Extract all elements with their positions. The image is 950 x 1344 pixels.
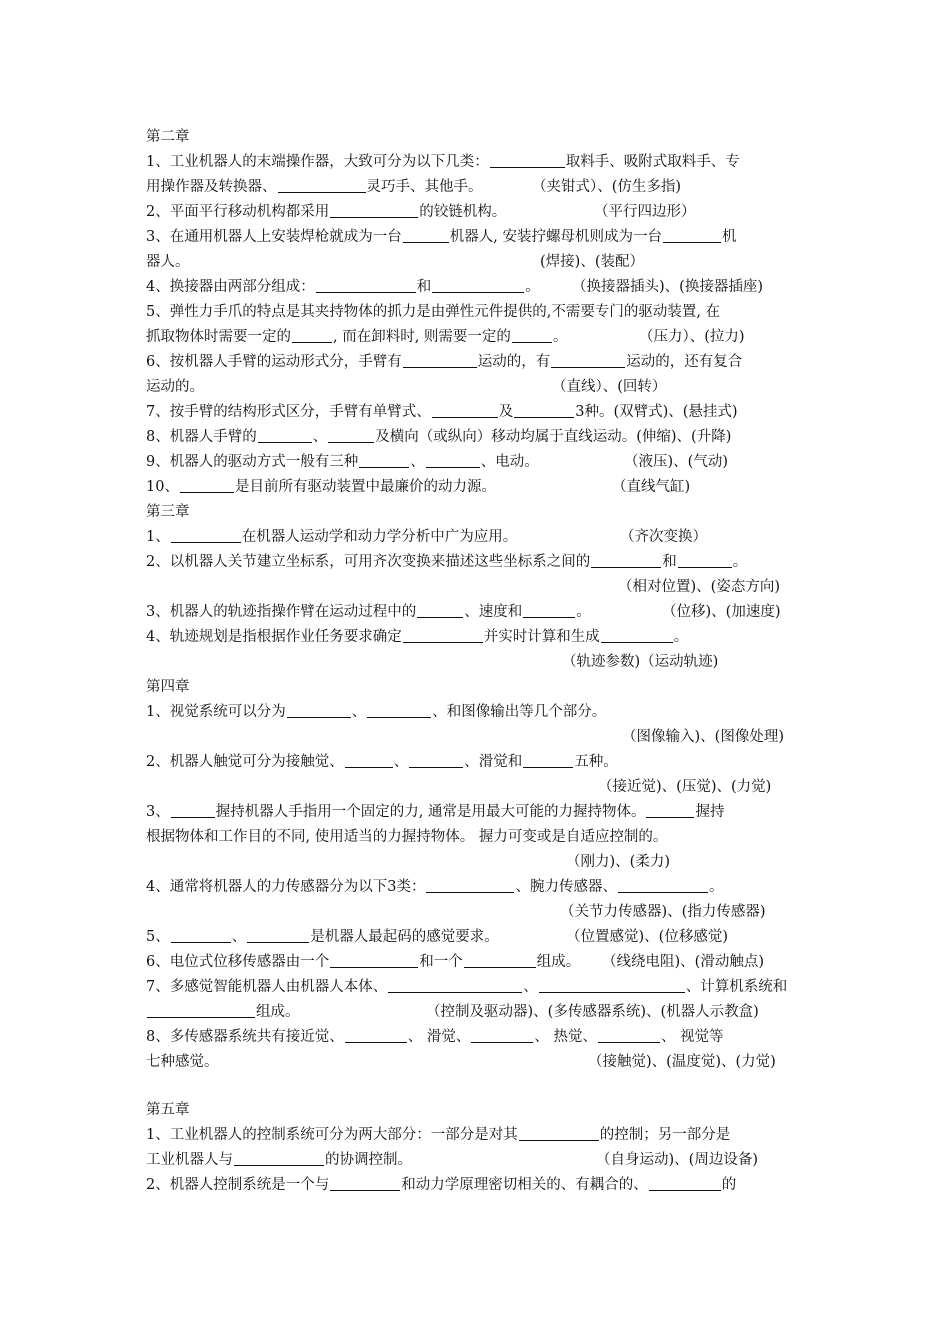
question-text: 、 滑觉、 <box>407 1029 471 1045</box>
answer-blank <box>171 802 215 818</box>
answer-blank <box>330 202 418 218</box>
answer-blank <box>591 552 661 568</box>
question-line <box>146 325 810 350</box>
question-line <box>146 550 810 575</box>
question-text: 、计算机系统和 <box>685 979 788 995</box>
answer-blank <box>649 1175 721 1191</box>
question-text: 机 <box>721 229 737 245</box>
question-text: 4、通常将机器人的力传感器分为以下3类： <box>146 879 426 895</box>
question-line <box>146 250 810 275</box>
question-text: 2、机器人触觉可分为接触觉、 <box>146 754 344 770</box>
question-text: 和 <box>662 554 677 570</box>
question-line <box>146 725 810 750</box>
question-line <box>146 1123 810 1148</box>
answer-blank <box>171 927 231 943</box>
answer-key: （线绕电阻)、(滑动触点) <box>602 954 764 970</box>
question-text: 5、弹性力手爪的特点是其夹持物体的抓力是由弹性元件提供的,不需要专门的驱动装置, 在 <box>146 304 721 320</box>
question-text: 、电动。 <box>480 454 539 470</box>
answer-blank <box>171 527 241 543</box>
question-line <box>146 650 810 675</box>
answer-key: （位置感觉)、(位移感觉) <box>566 929 728 945</box>
answer-key: (焊接)、(装配） <box>540 254 644 270</box>
answer-blank <box>490 152 565 168</box>
answer-key: （压力）、(拉力) <box>639 329 745 345</box>
question-line <box>146 1025 810 1050</box>
question-text: 握持 <box>695 804 725 820</box>
question-line <box>146 200 810 225</box>
answer-blank <box>328 427 374 443</box>
answer-blank <box>598 1027 660 1043</box>
question-line <box>146 775 810 800</box>
question-text: 运动的。 <box>146 379 204 395</box>
answer-key: （刚力)、(柔力) <box>566 854 670 870</box>
answer-key: （位移)、(加速度) <box>662 604 781 620</box>
question-line <box>146 600 810 625</box>
question-text: 握持机器人手指用一个固定的力, 通常是用最大可能的力握持物体。 <box>215 804 646 820</box>
answer-blank <box>523 752 573 768</box>
answer-blank <box>330 1175 400 1191</box>
question-line <box>146 425 810 450</box>
answer-blank <box>519 1125 599 1141</box>
answer-blank <box>618 877 708 893</box>
question-text: 。 <box>732 554 748 570</box>
question-text: 3、 <box>146 804 170 820</box>
question-text: 取料手、吸附式取料手、专 <box>565 154 740 170</box>
question-text: 、 <box>351 704 367 720</box>
question-text: 10、 <box>146 479 179 495</box>
answer-blank <box>432 277 524 293</box>
question-text: 。 <box>673 629 689 645</box>
answer-blank <box>367 702 431 718</box>
question-line <box>146 350 810 375</box>
answer-blank <box>663 227 721 243</box>
question-line <box>146 925 810 950</box>
answer-blank <box>426 452 480 468</box>
question-line <box>146 1173 810 1198</box>
question-text: , 而在卸料时, 则需要一定的 <box>333 329 511 345</box>
answer-key: （夹钳式）、(仿生多指) <box>532 179 682 195</box>
question-text: 用操作器及转换器、 <box>146 179 277 195</box>
answer-key: （直线）、(回转） <box>552 379 667 395</box>
question-text: 组成。 <box>536 954 581 970</box>
question-text: 是机器人最起码的感觉要求。 <box>310 929 499 945</box>
question-line <box>146 375 810 400</box>
answer-blank <box>464 952 536 968</box>
answer-blank <box>403 227 449 243</box>
answer-blank <box>287 702 351 718</box>
chapter-heading: 第五章 <box>146 1102 190 1118</box>
answer-blank <box>345 1027 407 1043</box>
question-text: 在机器人运动学和动力学分析中广为应用。 <box>241 529 518 545</box>
question-line <box>146 150 810 175</box>
answer-key: （接近觉)、(压觉)、(力觉) <box>598 779 772 795</box>
question-line <box>146 975 810 1000</box>
answer-blank <box>147 1002 255 1018</box>
question-line <box>146 950 810 975</box>
question-text: 五种。 <box>574 754 618 770</box>
question-line <box>146 825 810 850</box>
question-text: 。 <box>552 329 568 345</box>
question-text: 及横向（或纵向）移动均属于直线运动。(伸缩)、(升降) <box>375 429 732 445</box>
question-text: 和动力学原理密切相关的、有耦合的、 <box>401 1177 648 1193</box>
question-text: 1、工业机器人的末端操作器，大致可分为以下几类： <box>146 154 489 170</box>
question-text: 的 <box>721 1177 737 1193</box>
answer-blank <box>180 477 234 493</box>
question-text: 1、 <box>146 529 170 545</box>
answer-blank <box>403 352 477 368</box>
question-text: 7、多感觉智能机器人由机器人本体、 <box>146 979 388 995</box>
answer-key: （直线气缸) <box>612 479 691 495</box>
answer-blank <box>388 977 522 993</box>
question-text: 、 <box>410 454 425 470</box>
question-line <box>146 800 810 825</box>
question-line <box>146 475 810 500</box>
answer-key: （自身运动)、(周边设备) <box>596 1152 758 1168</box>
question-text: 的控制；另一部分是 <box>599 1127 731 1143</box>
question-text: 1、视觉系统可以分为 <box>146 704 286 720</box>
question-text: 、速度和 <box>464 604 523 620</box>
answer-blank <box>234 1150 324 1166</box>
question-line <box>146 1148 810 1173</box>
question-text: 运动的，有 <box>477 354 551 370</box>
answer-blank <box>539 977 685 993</box>
question-text: 6、电位式位移传感器由一个 <box>146 954 330 970</box>
question-text: 的协调控制。 <box>325 1152 412 1168</box>
question-text: 、 视觉等 <box>660 1029 724 1045</box>
answer-blank <box>678 552 732 568</box>
answer-blank <box>514 402 574 418</box>
answer-blank <box>316 277 416 293</box>
question-text: 和 <box>416 279 432 295</box>
question-text: 、 <box>523 979 538 995</box>
question-text: 。 <box>525 279 540 295</box>
answer-blank <box>417 602 463 618</box>
answer-blank <box>426 877 514 893</box>
question-text: 、和图像输出等几个部分。 <box>432 704 607 720</box>
question-text: 器人。 <box>146 254 190 270</box>
answer-blank <box>247 927 309 943</box>
question-text: 、 <box>393 754 409 770</box>
answer-blank <box>432 402 498 418</box>
question-text: 4、换接器由两部分组成： <box>146 279 315 295</box>
question-line <box>146 750 810 775</box>
question-line <box>146 575 810 600</box>
answer-key: （关节力传感器)、(指力传感器) <box>560 904 766 920</box>
answer-blank <box>345 752 393 768</box>
chapter-heading: 第二章 <box>146 129 190 145</box>
question-text: 灵巧手、其他手。 <box>366 179 483 195</box>
answer-key: （接触觉)、(温度觉)、(力觉) <box>588 1054 776 1070</box>
question-text: 七种感觉。 <box>146 1054 219 1070</box>
question-text: 和一个 <box>419 954 463 970</box>
answer-blank <box>646 802 694 818</box>
question-text: 并实时计算和生成 <box>483 629 600 645</box>
question-line <box>146 700 810 725</box>
question-text: 、滑觉和 <box>464 754 523 770</box>
question-text: 是目前所有驱动装置中最廉价的动力源。 <box>234 479 496 495</box>
question-text: 及 <box>498 404 514 420</box>
question-line <box>146 525 810 550</box>
question-line <box>146 850 810 875</box>
question-text: 。 <box>576 604 591 620</box>
question-text: 3种。(双臂式)、(悬挂式) <box>575 404 738 420</box>
answer-blank <box>471 1027 533 1043</box>
question-text: 1、工业机器人的控制系统可分为两大部分：一部分是对其 <box>146 1127 518 1143</box>
answer-blank <box>551 352 625 368</box>
question-text: 组成。 <box>256 1004 300 1020</box>
question-line <box>146 900 810 925</box>
question-line <box>146 1000 810 1025</box>
question-text: 根据物体和工作目的不同, 使用适当的力握持物体。 握力可变或是自适应控制的。 <box>146 829 668 845</box>
answer-key: （控制及驱动器)、(多传感器系统)、(机器人示教盒) <box>426 1004 759 1020</box>
answer-key: （液压)、(气动) <box>624 454 728 470</box>
question-text: 运动的，还有复合 <box>626 354 743 370</box>
question-text: 、腕力传感器、 <box>515 879 617 895</box>
answer-blank <box>292 327 332 343</box>
answer-key: （相对位置)、(姿态方向) <box>618 579 780 595</box>
question-text: 、 热觉、 <box>534 1029 597 1045</box>
question-text: 、 <box>312 429 328 445</box>
question-line <box>146 1050 810 1075</box>
question-line <box>146 450 810 475</box>
question-text: 5、 <box>146 929 170 945</box>
answer-blank <box>403 627 483 643</box>
question-text: 2、以机器人关节建立坐标系，可用齐次变换来描述这些坐标系之间的 <box>146 554 591 570</box>
question-text: 机器人, 安装拧螺母机则成为一台 <box>449 229 662 245</box>
question-line <box>146 175 810 200</box>
chapter-heading: 第四章 <box>146 679 190 695</box>
question-line <box>146 225 810 250</box>
question-text: 2、平面平行移动机构都采用 <box>146 204 330 220</box>
question-text: 6、按机器人手臂的运动形式分，手臂有 <box>146 354 402 370</box>
answer-blank <box>601 627 673 643</box>
question-line <box>146 625 810 650</box>
question-text: 、 <box>231 929 247 945</box>
answer-key: （平行四边形） <box>594 204 696 220</box>
question-text: 3、机器人的轨迹指操作臂在运动过程中的 <box>146 604 417 620</box>
answer-blank <box>523 602 575 618</box>
question-text: 4、轨迹规划是指根据作业任务要求确定 <box>146 629 402 645</box>
question-text: 。 <box>708 879 724 895</box>
question-text: 3、在通用机器人上安装焊枪就成为一台 <box>146 229 402 245</box>
question-line <box>146 300 810 325</box>
answer-blank <box>409 752 463 768</box>
question-text: 8、机器人手臂的 <box>146 429 257 445</box>
question-line <box>146 875 810 900</box>
answer-key: （齐次变换） <box>620 529 707 545</box>
question-line <box>146 275 810 300</box>
answer-key: （换接器插头)、(换接器插座) <box>572 279 763 295</box>
answer-key: （轨迹参数)（运动轨迹) <box>562 654 719 670</box>
question-text: 工业机器人与 <box>146 1152 233 1168</box>
answer-blank <box>512 327 552 343</box>
question-text: 的铰链机构。 <box>419 204 507 220</box>
answer-blank <box>359 452 409 468</box>
answer-blank <box>330 952 418 968</box>
question-text: 8、多传感器系统共有接近觉、 <box>146 1029 344 1045</box>
question-text: 9、机器人的驱动方式一般有三种 <box>146 454 359 470</box>
chapter-heading: 第三章 <box>146 504 190 520</box>
answer-blank <box>258 427 312 443</box>
question-text: 抓取物体时需要一定的 <box>146 329 291 345</box>
question-line <box>146 400 810 425</box>
question-text: 7、按手臂的结构形式区分，手臂有单臂式、 <box>146 404 431 420</box>
answer-key: （图像输入)、(图像处理) <box>622 729 784 745</box>
question-text: 2、机器人控制系统是一个与 <box>146 1177 330 1193</box>
answer-blank <box>278 177 366 193</box>
